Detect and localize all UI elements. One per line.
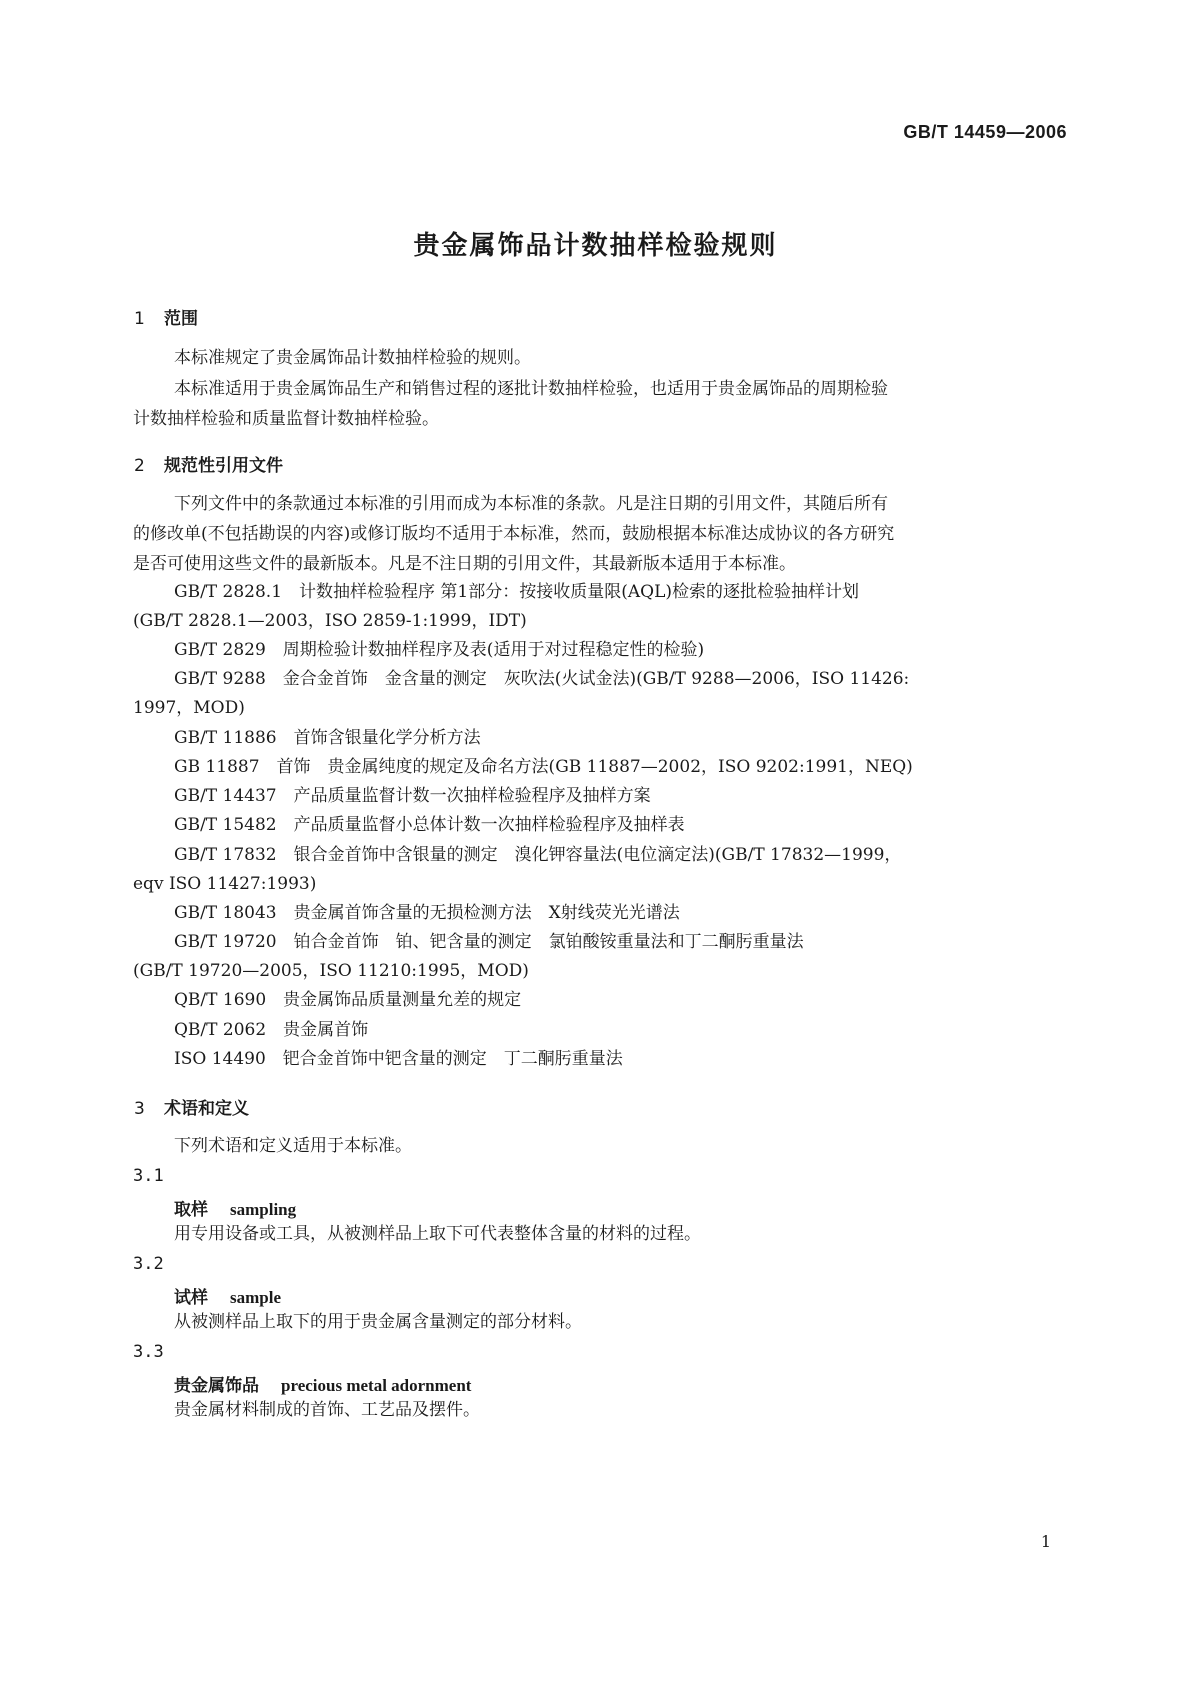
reference-entry-cont: 1997，MOD) bbox=[133, 698, 245, 718]
reference-entry: GB/T 11886 首饰含银量化学分析方法 bbox=[174, 728, 481, 748]
term-en: sampling bbox=[230, 1200, 297, 1219]
document-title: 贵金属饰品计数抽样检验规则 bbox=[413, 231, 778, 261]
reference-entry: ISO 14490 钯合金首饰中钯含量的测定 丁二酮肟重量法 bbox=[174, 1049, 623, 1069]
term-heading bbox=[174, 1283, 281, 1308]
reference-entry: QB/T 1690 贵金属饰品质量测量允差的规定 bbox=[174, 990, 522, 1010]
section-1-heading bbox=[134, 304, 198, 329]
term-definition: 贵金属材料制成的首饰、工艺品及摆件。 bbox=[174, 1400, 480, 1420]
paragraph: 是否可使用这些文件的最新版本。凡是不注日期的引用文件，其最新版本适用于本标准。 bbox=[133, 554, 796, 574]
paragraph: 的修改单(不包括勘误的内容)或修订版均不适用于本标准，然而，鼓励根据本标准达成协议的各方研究 bbox=[133, 524, 895, 544]
term-number: 3.1 bbox=[133, 1166, 164, 1186]
reference-entry: GB/T 2829 周期检验计数抽样程序及表(适用于对过程稳定性的检验) bbox=[174, 640, 705, 660]
reference-entry: GB/T 17832 银合金首饰中含银量的测定 溴化钾容量法(电位滴定法)(GB/T 17832—1999， bbox=[174, 845, 902, 865]
reference-entry: GB/T 14437 产品质量监督计数一次抽样检验程序及抽样方案 bbox=[174, 786, 651, 806]
standard-code: GB/T 14459—2006 bbox=[903, 122, 1067, 142]
paragraph: 计数抽样检验和质量监督计数抽样检验。 bbox=[133, 409, 439, 429]
reference-entry: GB/T 15482 产品质量监督小总体计数一次抽样检验程序及抽样表 bbox=[174, 815, 685, 835]
section-number: 1 bbox=[134, 309, 145, 329]
reference-entry: GB/T 19720 铂合金首饰 铂、钯含量的测定 氯铂酸铵重量法和丁二酮肟重量法 bbox=[174, 932, 804, 952]
section-number: 2 bbox=[134, 456, 145, 476]
section-title: 术语和定义 bbox=[164, 1099, 249, 1119]
term-en: sample bbox=[230, 1288, 281, 1307]
reference-entry: GB/T 2828.1 计数抽样检验程序 第1部分：按接收质量限(AQL)检索的逐批检验抽样计划 bbox=[174, 582, 860, 602]
term-definition: 用专用设备或工具，从被测样品上取下可代表整体含量的材料的过程。 bbox=[174, 1224, 701, 1244]
term-zh: 取样 bbox=[174, 1200, 208, 1220]
reference-entry-cont: (GB/T 19720—2005，ISO 11210:1995，MOD) bbox=[133, 961, 529, 981]
section-2-heading bbox=[134, 451, 283, 476]
paragraph: 本标准适用于贵金属饰品生产和销售过程的逐批计数抽样检验，也适用于贵金属饰品的周期检验 bbox=[174, 379, 888, 399]
reference-entry: QB/T 2062 贵金属首饰 bbox=[174, 1020, 369, 1040]
reference-entry-cont: (GB/T 2828.1—2003，ISO 2859-1:1999，IDT) bbox=[133, 611, 527, 631]
section-title: 规范性引用文件 bbox=[164, 456, 283, 476]
term-zh: 贵金属饰品 bbox=[174, 1376, 259, 1396]
term-definition: 从被测样品上取下的用于贵金属含量测定的部分材料。 bbox=[174, 1312, 582, 1332]
paragraph: 下列术语和定义适用于本标准。 bbox=[174, 1136, 412, 1156]
term-number: 3.3 bbox=[133, 1342, 164, 1362]
term-en: precious metal adornment bbox=[281, 1376, 472, 1395]
term-heading bbox=[174, 1195, 296, 1220]
reference-entry: GB 11887 首饰 贵金属纯度的规定及命名方法(GB 11887—2002，ISO 9202:1991，NEQ) bbox=[174, 757, 913, 777]
section-title: 范围 bbox=[164, 309, 198, 329]
term-zh: 试样 bbox=[174, 1288, 208, 1308]
paragraph: 本标准规定了贵金属饰品计数抽样检验的规则。 bbox=[174, 348, 531, 368]
paragraph: 下列文件中的条款通过本标准的引用而成为本标准的条款。凡是注日期的引用文件，其随后所有 bbox=[174, 494, 888, 514]
section-3-heading bbox=[134, 1094, 249, 1119]
reference-entry: GB/T 18043 贵金属首饰含量的无损检测方法 X射线荧光光谱法 bbox=[174, 903, 680, 923]
reference-entry: GB/T 9288 金合金首饰 金含量的测定 灰吹法(火试金法)(GB/T 9288—2006，ISO 11426: bbox=[174, 669, 910, 689]
section-number: 3 bbox=[134, 1099, 145, 1119]
page-number: 1 bbox=[1040, 1532, 1051, 1551]
term-heading bbox=[174, 1371, 471, 1396]
reference-entry-cont: eqv ISO 11427:1993) bbox=[133, 874, 317, 894]
term-number: 3.2 bbox=[133, 1254, 164, 1274]
